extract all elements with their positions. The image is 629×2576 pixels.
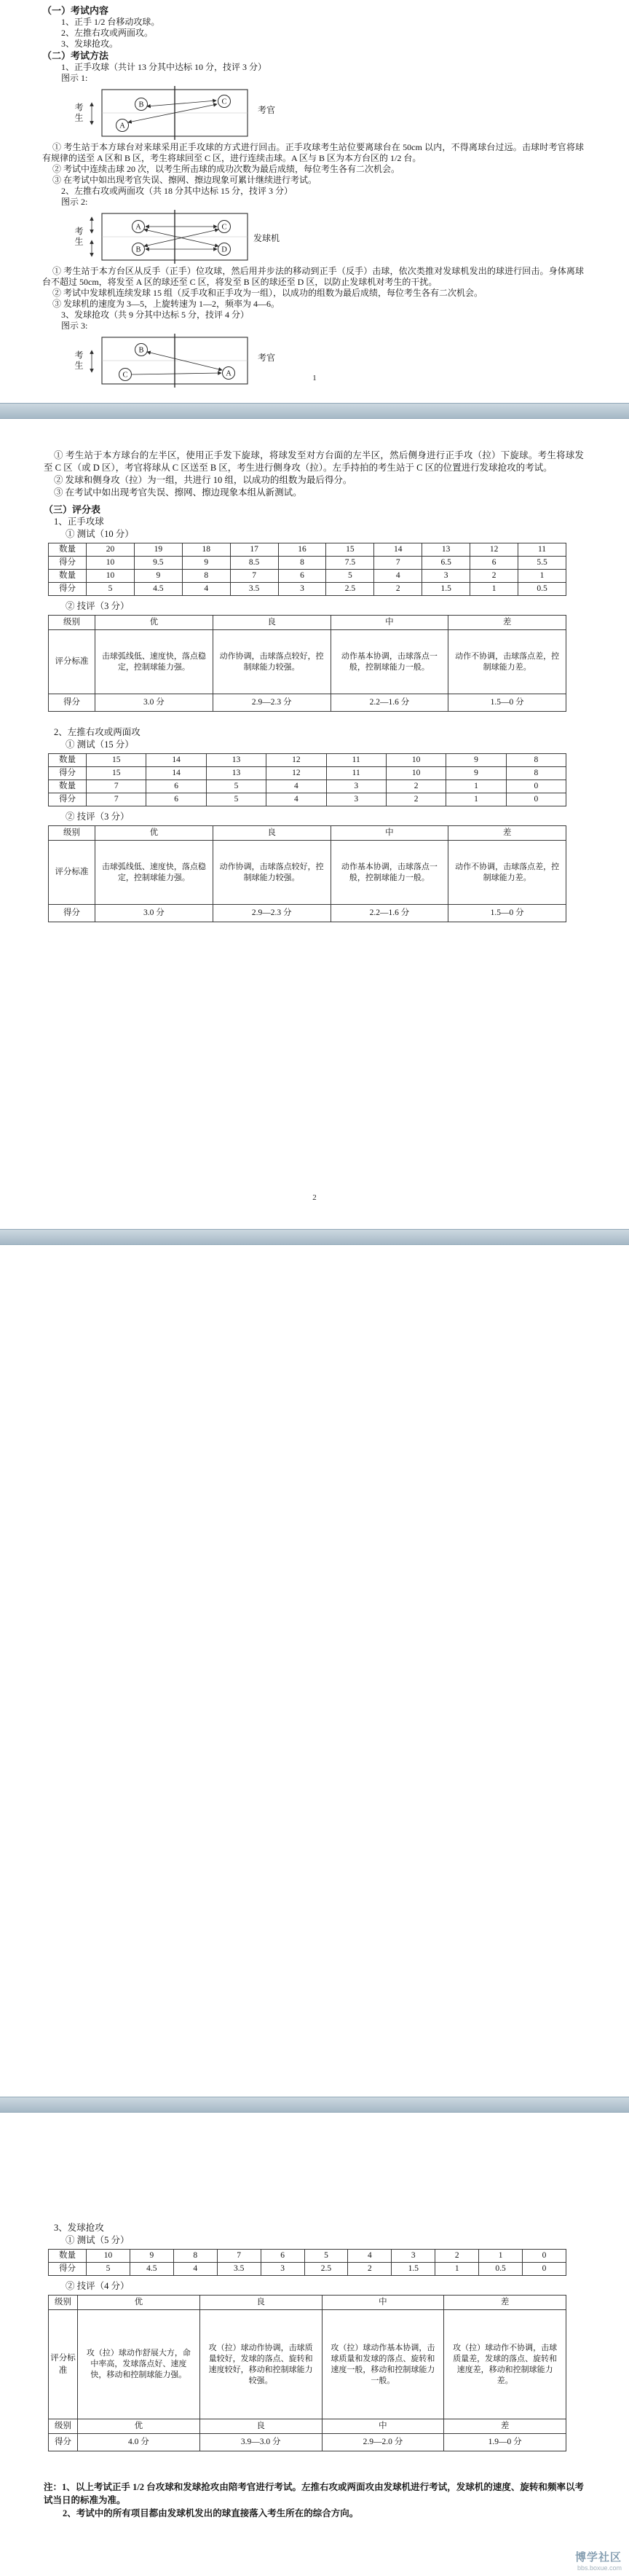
value-cell: 2 bbox=[348, 2263, 392, 2276]
value-cell: 差 bbox=[444, 2296, 566, 2310]
value-cell: 动作协调，击球落点较好，控制球能力较强。 bbox=[213, 630, 331, 694]
zone-marker bbox=[116, 119, 129, 132]
watermark bbox=[575, 2551, 622, 2572]
value-cell: 2.5 bbox=[304, 2263, 348, 2276]
value-cell: 7.5 bbox=[326, 557, 374, 570]
value-cell: 3 bbox=[261, 2263, 304, 2276]
zone-label: B bbox=[138, 101, 144, 109]
value-cell: 1 bbox=[446, 793, 506, 806]
row-label-cell: 级别 bbox=[49, 2296, 78, 2310]
zone-marker bbox=[218, 221, 231, 233]
method-step: ② 考试中连续击球 20 次，以考生所击球的成功次数为最后成绩，每位考生各有二次机会。 bbox=[52, 164, 400, 174]
value-cell: 20 bbox=[87, 543, 135, 557]
value-cell: 优 bbox=[78, 2296, 200, 2310]
value-cell: 5 bbox=[206, 793, 266, 806]
level-row bbox=[49, 2419, 566, 2434]
test-label: ① 测试（15 分） bbox=[66, 739, 134, 750]
row-label-cell: 得分 bbox=[49, 905, 95, 922]
section-3-heading: （三）评分表 bbox=[44, 504, 101, 515]
criteria-row bbox=[49, 630, 566, 694]
value-cell: 中 bbox=[331, 616, 448, 630]
row-label-cell: 得分 bbox=[49, 694, 95, 712]
value-cell: 8.5 bbox=[230, 557, 278, 570]
value-cell: 15 bbox=[87, 754, 146, 767]
value-cell: 1.5 bbox=[392, 2263, 435, 2276]
value-cell: 2.5 bbox=[326, 583, 374, 596]
score-row bbox=[49, 694, 566, 712]
value-cell: 9 bbox=[134, 570, 182, 583]
value-cell: 2.2—1.6 分 bbox=[331, 694, 448, 712]
value-cell: 2.9—2.3 分 bbox=[213, 694, 331, 712]
table-row bbox=[49, 767, 566, 780]
test-score-table bbox=[48, 2249, 566, 2276]
value-cell: 动作基本协调，击球落点一般，控制球能力一般。 bbox=[331, 630, 448, 694]
watermark-url: bbs.boxue.com bbox=[577, 2564, 622, 2572]
figure-2 bbox=[67, 208, 314, 265]
value-cell: 7 bbox=[87, 793, 146, 806]
page-separator bbox=[0, 1229, 629, 1245]
row-label-cell: 得分 bbox=[49, 557, 87, 570]
value-cell: 5 bbox=[326, 570, 374, 583]
value-cell: 4 bbox=[348, 2250, 392, 2263]
value-cell: 中 bbox=[331, 826, 448, 841]
value-cell: 15 bbox=[87, 767, 146, 780]
test-score-table bbox=[48, 543, 566, 596]
row-label-cell: 级别 bbox=[49, 2419, 78, 2434]
zone-label: A bbox=[226, 369, 232, 378]
content-item: 3、发球抢攻。 bbox=[61, 39, 119, 49]
criteria-row bbox=[49, 841, 566, 905]
value-cell: 4.5 bbox=[134, 583, 182, 596]
part-1-title: 1、正手攻球 bbox=[54, 517, 104, 527]
page-number: 1 bbox=[312, 374, 317, 382]
value-cell: 动作基本协调，击球落点一般，控制球能力一般。 bbox=[331, 841, 448, 905]
value-cell: 中 bbox=[322, 2419, 444, 2434]
row-label-cell: 评分标准 bbox=[49, 2310, 78, 2419]
content-item: 1、正手 1/2 台移动攻球。 bbox=[61, 17, 160, 27]
value-cell: 0.5 bbox=[479, 2263, 523, 2276]
value-cell: 0 bbox=[506, 780, 566, 793]
section-2-heading: （二）考试方法 bbox=[42, 50, 109, 61]
table-row bbox=[49, 2250, 566, 2263]
row-label-cell: 得分 bbox=[49, 583, 87, 596]
page-3 bbox=[0, 2113, 629, 2576]
section-1-heading: （一）考试内容 bbox=[42, 5, 109, 16]
value-cell: 2.9—2.3 分 bbox=[213, 905, 331, 922]
method-step: ③ 在考试中如出现考官失误、擦网、擦边现象本组从新测试。 bbox=[54, 487, 302, 498]
value-cell: 中 bbox=[322, 2296, 444, 2310]
figure-3-label: 图示 3: bbox=[61, 321, 88, 331]
value-cell: 差 bbox=[448, 826, 566, 841]
zone-label: D bbox=[221, 246, 227, 254]
examinee-label: 考生 bbox=[74, 350, 84, 371]
value-cell: 3 bbox=[392, 2250, 435, 2263]
value-cell: 5 bbox=[206, 780, 266, 793]
tech-eval-table bbox=[48, 825, 566, 922]
row-label-cell: 评分标准 bbox=[49, 841, 95, 905]
value-cell: 4 bbox=[374, 570, 422, 583]
score-row bbox=[49, 2434, 566, 2451]
value-cell: 3.0 分 bbox=[95, 905, 213, 922]
value-cell: 良 bbox=[199, 2296, 322, 2310]
part-2-title: 2、左推右攻或两面攻 bbox=[54, 727, 141, 737]
value-cell: 9 bbox=[446, 754, 506, 767]
table-row bbox=[49, 780, 566, 793]
value-cell: 动作不协调，击球落点差，控制球能力差。 bbox=[448, 630, 566, 694]
value-cell: 1 bbox=[470, 583, 518, 596]
tech-eval-label: ② 技评（3 分） bbox=[66, 601, 130, 611]
row-label-cell: 数量 bbox=[49, 543, 87, 557]
row-label-cell: 评分标准 bbox=[49, 630, 95, 694]
value-cell: 击球弧线低、速度快，落点稳定，控制球能力强。 bbox=[95, 841, 213, 905]
value-cell: 9 bbox=[446, 767, 506, 780]
value-cell: 6 bbox=[146, 780, 206, 793]
value-cell: 0.5 bbox=[518, 583, 566, 596]
row-label-cell: 得分 bbox=[49, 793, 87, 806]
value-cell: 7 bbox=[87, 780, 146, 793]
part-3-title: 3、发球抢攻 bbox=[54, 2223, 104, 2233]
figure-1-label: 图示 1: bbox=[61, 73, 88, 83]
table-row bbox=[49, 543, 566, 557]
value-cell: 3.5 bbox=[230, 583, 278, 596]
method-step: ① 考生站于本方球台的左半区，使用正手发下旋球，将球发至对方台面的左半区，然后侧身进行正手攻（拉）下旋球。考生将球发至 C 区（或 D 区），考官将球从 C 区送至 B 区，考生进行侧身攻（拉）。左手持拍的考生站于 C 区的位置进行发球抢攻的考试。 bbox=[44, 450, 584, 473]
examinee-label: 考生 bbox=[74, 103, 84, 123]
examiner-label: 考官 bbox=[258, 353, 276, 363]
value-cell: 优 bbox=[95, 616, 213, 630]
value-cell: 10 bbox=[87, 557, 135, 570]
value-cell: 8 bbox=[506, 754, 566, 767]
zone-label: A bbox=[119, 122, 125, 130]
value-cell: 6 bbox=[278, 570, 326, 583]
value-cell: 3.9—3.0 分 bbox=[199, 2434, 322, 2451]
note-line: 2、考试中的所有项目都由发球机发出的球直接落入考生所在的综合方向。 bbox=[63, 2508, 359, 2518]
page-separator bbox=[0, 403, 629, 419]
value-cell: 2 bbox=[470, 570, 518, 583]
value-cell: 良 bbox=[213, 826, 331, 841]
test-label: ① 测试（10 分） bbox=[66, 529, 134, 539]
row-label-cell: 数量 bbox=[49, 780, 87, 793]
trajectory-arrow bbox=[147, 101, 216, 106]
value-cell: 11 bbox=[326, 754, 386, 767]
value-cell: 4 bbox=[266, 780, 326, 793]
value-cell: 15 bbox=[326, 543, 374, 557]
value-cell: 0 bbox=[523, 2263, 566, 2276]
value-cell: 优 bbox=[78, 2419, 200, 2434]
method-3-title: 3、发球抢攻（共 9 分其中达标 5 分，技评 4 分） bbox=[61, 310, 250, 320]
watermark-name: 博学社区 bbox=[574, 2551, 622, 2564]
tech-eval-table bbox=[48, 2295, 566, 2451]
value-cell: 8 bbox=[278, 557, 326, 570]
table-row bbox=[49, 2263, 566, 2276]
value-cell: 5 bbox=[87, 583, 135, 596]
value-cell: 4 bbox=[266, 793, 326, 806]
value-cell: 攻（拉）球动作基本协调，击球质量和发球的落点、旋转和速度一般，移动和控制球能力一般。 bbox=[322, 2310, 444, 2419]
row-label-cell: 得分 bbox=[49, 767, 87, 780]
page-separator bbox=[0, 2097, 629, 2113]
score-row bbox=[49, 905, 566, 922]
zone-marker bbox=[132, 243, 145, 256]
table-row bbox=[49, 557, 566, 570]
value-cell: 1 bbox=[518, 570, 566, 583]
value-cell: 5.5 bbox=[518, 557, 566, 570]
value-cell: 6 bbox=[146, 793, 206, 806]
value-cell: 8 bbox=[182, 570, 230, 583]
value-cell: 7 bbox=[230, 570, 278, 583]
zone-label: B bbox=[135, 246, 141, 254]
value-cell: 9 bbox=[182, 557, 230, 570]
zone-label: C bbox=[221, 223, 227, 232]
table-row bbox=[49, 570, 566, 583]
method-step: ② 考试中发球机连续发球 15 组（反手攻和正手攻为一组），以成功的组数为最后成绩，每位考生各有二次机会。 bbox=[52, 288, 483, 298]
value-cell: 1.5—0 分 bbox=[448, 905, 566, 922]
value-cell: 差 bbox=[444, 2419, 566, 2434]
figure-1 bbox=[67, 85, 314, 141]
content-item: 2、左推右攻或两面攻。 bbox=[61, 28, 154, 38]
serving-machine-label: 发球机 bbox=[253, 233, 280, 243]
value-cell: 8 bbox=[173, 2250, 217, 2263]
trajectory-arrow bbox=[147, 352, 222, 370]
page-number: 2 bbox=[312, 1193, 317, 1202]
tech-eval-table bbox=[48, 615, 566, 712]
value-cell: 6 bbox=[261, 2250, 304, 2263]
value-cell: 4.5 bbox=[130, 2263, 173, 2276]
zone-marker bbox=[218, 243, 231, 256]
value-cell: 1.5—0 分 bbox=[448, 694, 566, 712]
zone-label: A bbox=[135, 223, 141, 232]
level-row bbox=[49, 616, 566, 630]
value-cell: 12 bbox=[266, 754, 326, 767]
value-cell: 17 bbox=[230, 543, 278, 557]
row-label-cell: 得分 bbox=[49, 2263, 87, 2276]
value-cell: 良 bbox=[199, 2419, 322, 2434]
value-cell: 4 bbox=[182, 583, 230, 596]
value-cell: 击球弧线低、速度快，落点稳定，控制球能力强。 bbox=[95, 630, 213, 694]
value-cell: 10 bbox=[386, 767, 446, 780]
value-cell: 11 bbox=[518, 543, 566, 557]
value-cell: 10 bbox=[87, 570, 135, 583]
method-step: ③ 发球机的速度为 3—5，上旋转速为 1—2，频率为 4—6。 bbox=[52, 299, 280, 309]
value-cell: 12 bbox=[266, 767, 326, 780]
value-cell: 差 bbox=[448, 616, 566, 630]
value-cell: 5 bbox=[304, 2250, 348, 2263]
value-cell: 优 bbox=[95, 826, 213, 841]
value-cell: 2 bbox=[386, 793, 446, 806]
method-step: ① 考生站于本方球台对来球采用正手攻球的方式进行回击。正手攻球考生站位要离球台在 50cm 以内，不得离球台过远。击球时考官将球有规律的送至 A 区和 B 区，考生将球回至 C 区，进行连续击球。A 区与 B 区为本方台区的 1/2 台。 bbox=[42, 142, 584, 163]
tech-eval-label: ② 技评（3 分） bbox=[66, 812, 130, 822]
zone-marker bbox=[218, 95, 231, 108]
value-cell: 1 bbox=[435, 2263, 479, 2276]
value-cell: 2 bbox=[435, 2250, 479, 2263]
value-cell: 14 bbox=[146, 754, 206, 767]
blank-page bbox=[0, 1245, 629, 2097]
value-cell: 9 bbox=[130, 2250, 173, 2263]
row-label-cell: 数量 bbox=[49, 754, 87, 767]
value-cell: 良 bbox=[213, 616, 331, 630]
value-cell: 5 bbox=[87, 2263, 130, 2276]
notes-block bbox=[44, 2481, 584, 2520]
row-label-cell: 数量 bbox=[49, 2250, 87, 2263]
method-2-title: 2、左推右攻或两面攻（共 18 分其中达标 15 分，技评 3 分） bbox=[61, 186, 293, 196]
tech-eval-label: ② 技评（4 分） bbox=[66, 2281, 130, 2291]
value-cell: 18 bbox=[182, 543, 230, 557]
zone-label: B bbox=[138, 346, 144, 355]
value-cell: 13 bbox=[422, 543, 470, 557]
value-cell: 1 bbox=[479, 2250, 523, 2263]
value-cell: 10 bbox=[386, 754, 446, 767]
value-cell: 4 bbox=[173, 2263, 217, 2276]
zone-marker bbox=[135, 98, 148, 111]
value-cell: 动作协调，击球落点较好，控制球能力较强。 bbox=[213, 841, 331, 905]
value-cell: 6 bbox=[470, 557, 518, 570]
examinee-label: 考生 bbox=[74, 227, 84, 247]
row-label-cell: 级别 bbox=[49, 826, 95, 841]
value-cell: 0 bbox=[506, 793, 566, 806]
value-cell: 13 bbox=[206, 767, 266, 780]
value-cell: 6.5 bbox=[422, 557, 470, 570]
value-cell: 14 bbox=[374, 543, 422, 557]
method-step: ① 考生站于本方台区从反手（正手）位攻球，然后用并步法的移动到正手（反手）击球，依次类推对发球机发出的球进行回击。身体离球台不超过 50cm，将发至 A 区的球还至 C 区，将发至 B 区的球还至 D 区，以防止发球机对考生的干扰。 bbox=[42, 266, 584, 287]
level-row bbox=[49, 826, 566, 841]
examiner-label: 考官 bbox=[258, 105, 276, 115]
value-cell: 动作不协调，击球落点差，控制球能力差。 bbox=[448, 841, 566, 905]
value-cell: 8 bbox=[506, 767, 566, 780]
value-cell: 2 bbox=[386, 780, 446, 793]
value-cell: 3 bbox=[326, 793, 386, 806]
value-cell: 攻（拉）球动作舒展大方，命中率高，发球落点好、速度快，移动和控制球能力强。 bbox=[78, 2310, 200, 2419]
value-cell: 12 bbox=[470, 543, 518, 557]
row-label-cell: 级别 bbox=[49, 616, 95, 630]
value-cell: 1 bbox=[446, 780, 506, 793]
row-label-cell: 数量 bbox=[49, 570, 87, 583]
page-1 bbox=[0, 0, 629, 403]
zone-marker bbox=[135, 344, 148, 356]
level-row bbox=[49, 2296, 566, 2310]
value-cell: 3 bbox=[326, 780, 386, 793]
value-cell: 14 bbox=[146, 767, 206, 780]
value-cell: 攻（拉）球动作不协调，击球质量差，发球的落点、旋转和速度差，移动和控制球能力差。 bbox=[444, 2310, 566, 2419]
table-row bbox=[49, 754, 566, 767]
zone-label: C bbox=[221, 98, 227, 106]
value-cell: 2.9—2.0 分 bbox=[322, 2434, 444, 2451]
table-row bbox=[49, 583, 566, 596]
row-label-cell: 得分 bbox=[49, 2434, 78, 2451]
zone-marker bbox=[132, 221, 145, 233]
value-cell: 2 bbox=[374, 583, 422, 596]
value-cell: 3.0 分 bbox=[95, 694, 213, 712]
value-cell: 16 bbox=[278, 543, 326, 557]
method-step: ③ 在考试中如出现考官失误、擦网、擦边现象可累计继续进行考试。 bbox=[52, 175, 317, 185]
table-row bbox=[49, 793, 566, 806]
test-label: ① 测试（5 分） bbox=[66, 2235, 130, 2245]
value-cell: 0 bbox=[523, 2250, 566, 2263]
value-cell: 2.2—1.6 分 bbox=[331, 905, 448, 922]
value-cell: 攻（拉）球动作协调，击球质量较好，发球的落点、旋转和速度较好，移动和控制球能力较强。 bbox=[199, 2310, 322, 2419]
value-cell: 9.5 bbox=[134, 557, 182, 570]
value-cell: 13 bbox=[206, 754, 266, 767]
value-cell: 1.9—0 分 bbox=[444, 2434, 566, 2451]
value-cell: 3 bbox=[422, 570, 470, 583]
note-line: 注：1、以上考试正手 1/2 台攻球和发球抢攻由陪考官进行考试。左推右攻或两面攻由发球机进行考试，发球机的速度、旋转和频率以考试当日的标准为准。 bbox=[44, 2482, 584, 2505]
value-cell: 7 bbox=[374, 557, 422, 570]
test-score-table bbox=[48, 753, 566, 806]
value-cell: 1.5 bbox=[422, 583, 470, 596]
value-cell: 7 bbox=[217, 2250, 261, 2263]
value-cell: 11 bbox=[326, 767, 386, 780]
page-2 bbox=[0, 419, 629, 1229]
figure-2-label: 图示 2: bbox=[61, 197, 88, 207]
value-cell: 3.5 bbox=[217, 2263, 261, 2276]
value-cell: 10 bbox=[87, 2250, 130, 2263]
value-cell: 4.0 分 bbox=[78, 2434, 200, 2451]
zone-label: C bbox=[122, 371, 128, 380]
criteria-row bbox=[49, 2310, 566, 2419]
method-step: ② 发球和侧身攻（拉）为一组，共进行 10 组，以成功的组数为最后得分。 bbox=[54, 475, 352, 485]
value-cell: 3 bbox=[278, 583, 326, 596]
method-1-title: 1、正手攻球（共计 13 分其中达标 10 分，技评 3 分） bbox=[61, 62, 267, 72]
court-diagram-1 bbox=[67, 85, 314, 141]
value-cell: 19 bbox=[134, 543, 182, 557]
